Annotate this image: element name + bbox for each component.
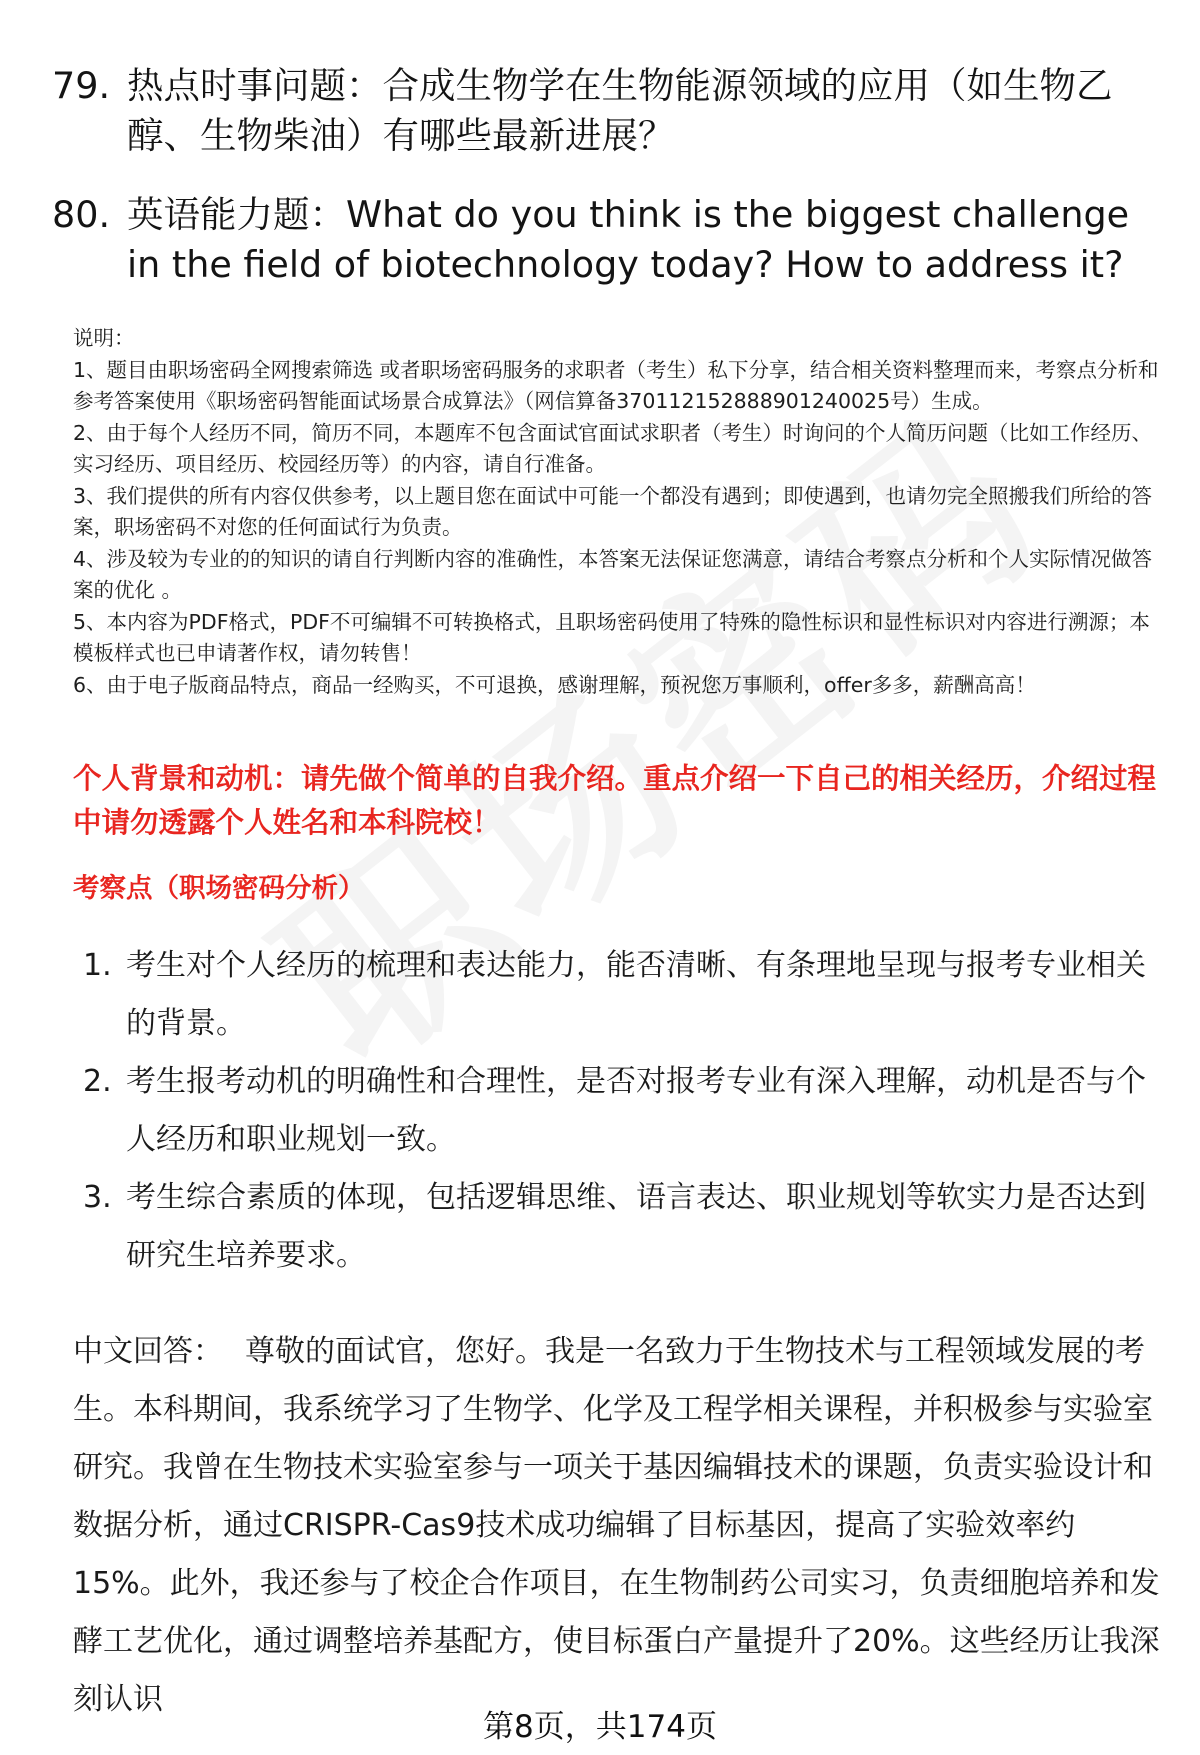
disclaimer-notes: [73, 323, 1163, 701]
note-item: 4、涉及较为专业的的知识的请自行判断内容的准确性，本答案无法保证您满意，请结合考察点分析和个人实际情况做答案的优化 。: [73, 546, 1153, 602]
section-title: 个人背景和动机：请先做个简单的自我介绍。重点介绍一下自己的相关经历，介绍过程中请勿透露个人姓名和本科院校！: [73, 762, 1157, 839]
answer-text: 尊敬的面试官，您好。我是一名致力于生物技术与工程领域发展的考生。本科期间，我系统学习了生物学、化学及工程学相关课程，并积极参与实验室研究。我曾在生物技术实验室参与一项关于基因编辑技术的课题，负责实验设计和数据分析，通过CRISPR-Cas9技术成功编辑了目标基因，提高了实验效率约15%。此外，我还参与了校企合作项目，在生物制药公司实习，负责细胞培养和发酵工艺优化，通过调整培养基配方，使目标蛋白产量提升了20%。这些经历让我深刻认识: [73, 1334, 1160, 1717]
point-text: 考生对个人经历的梳理和表达能力，能否清晰、有条理地呈现与报考专业相关的背景。: [126, 948, 1146, 1041]
point-number: 3.: [83, 1180, 112, 1215]
list-item: [80, 1169, 1160, 1285]
question-text: 英语能力题：What do you think is the biggest challenge in the field of biotechnology today? How to address it?: [127, 193, 1130, 286]
point-number: 2.: [83, 1064, 112, 1099]
analysis-heading: 考察点（职场密码分析）: [73, 873, 365, 904]
question-number: 79.: [52, 64, 111, 107]
notes-heading: 说明：: [73, 326, 135, 350]
point-number: 1.: [83, 948, 112, 983]
analysis-points: [80, 937, 1160, 1285]
question-number: 80.: [52, 193, 111, 236]
note-item: 5、本内容为PDF格式，PDF不可编辑不可转换格式，且职场密码使用了特殊的隐性标识和显性标识对内容进行溯源；本模板样式也已申请著作权，请勿转售！: [73, 609, 1150, 665]
page-footer: 第8页，共174页: [483, 1709, 717, 1745]
note-item: 3、我们提供的所有内容仅供参考，以上题目您在面试中可能一个都没有遇到；即使遇到，也请勿完全照搬我们所给的答案，职场密码不对您的任何面试行为负责。: [73, 483, 1153, 539]
question-80: [52, 190, 1162, 290]
point-text: 考生综合素质的体现，包括逻辑思维、语言表达、职业规划等软实力是否达到研究生培养要求。: [126, 1180, 1146, 1273]
question-79: [52, 61, 1162, 161]
answer-paragraph: [73, 1323, 1163, 1729]
answer-label: 中文回答：: [73, 1334, 223, 1369]
point-text: 考生报考动机的明确性和合理性，是否对报考专业有深入理解，动机是否与个人经历和职业规划一致。: [126, 1064, 1146, 1157]
note-item: 1、题目由职场密码全网搜索筛选 或者职场密码服务的求职者（考生）私下分享，结合相关资料整理而来，考察点分析和参考答案使用《职场密码智能面试场景合成算法》（网信算备370112152888901240025号）生成。: [73, 357, 1159, 413]
note-item: 6、由于电子版商品特点，商品一经购买，不可退换，感谢理解，预祝您万事顺利，offer多多，薪酬高高！: [73, 672, 1036, 697]
question-text: 热点时事问题：合成生物学在生物能源领域的应用（如生物乙醇、生物柴油）有哪些最新进展？: [127, 64, 1113, 157]
list-item: [80, 1053, 1160, 1169]
list-item: [80, 937, 1160, 1053]
note-item: 2、由于每个人经历不同，简历不同，本题库不包含面试官面试求职者（考生）时询问的个人简历问题（比如工作经历、实习经历、项目经历、校园经历等）的内容，请自行准备。: [73, 420, 1153, 476]
